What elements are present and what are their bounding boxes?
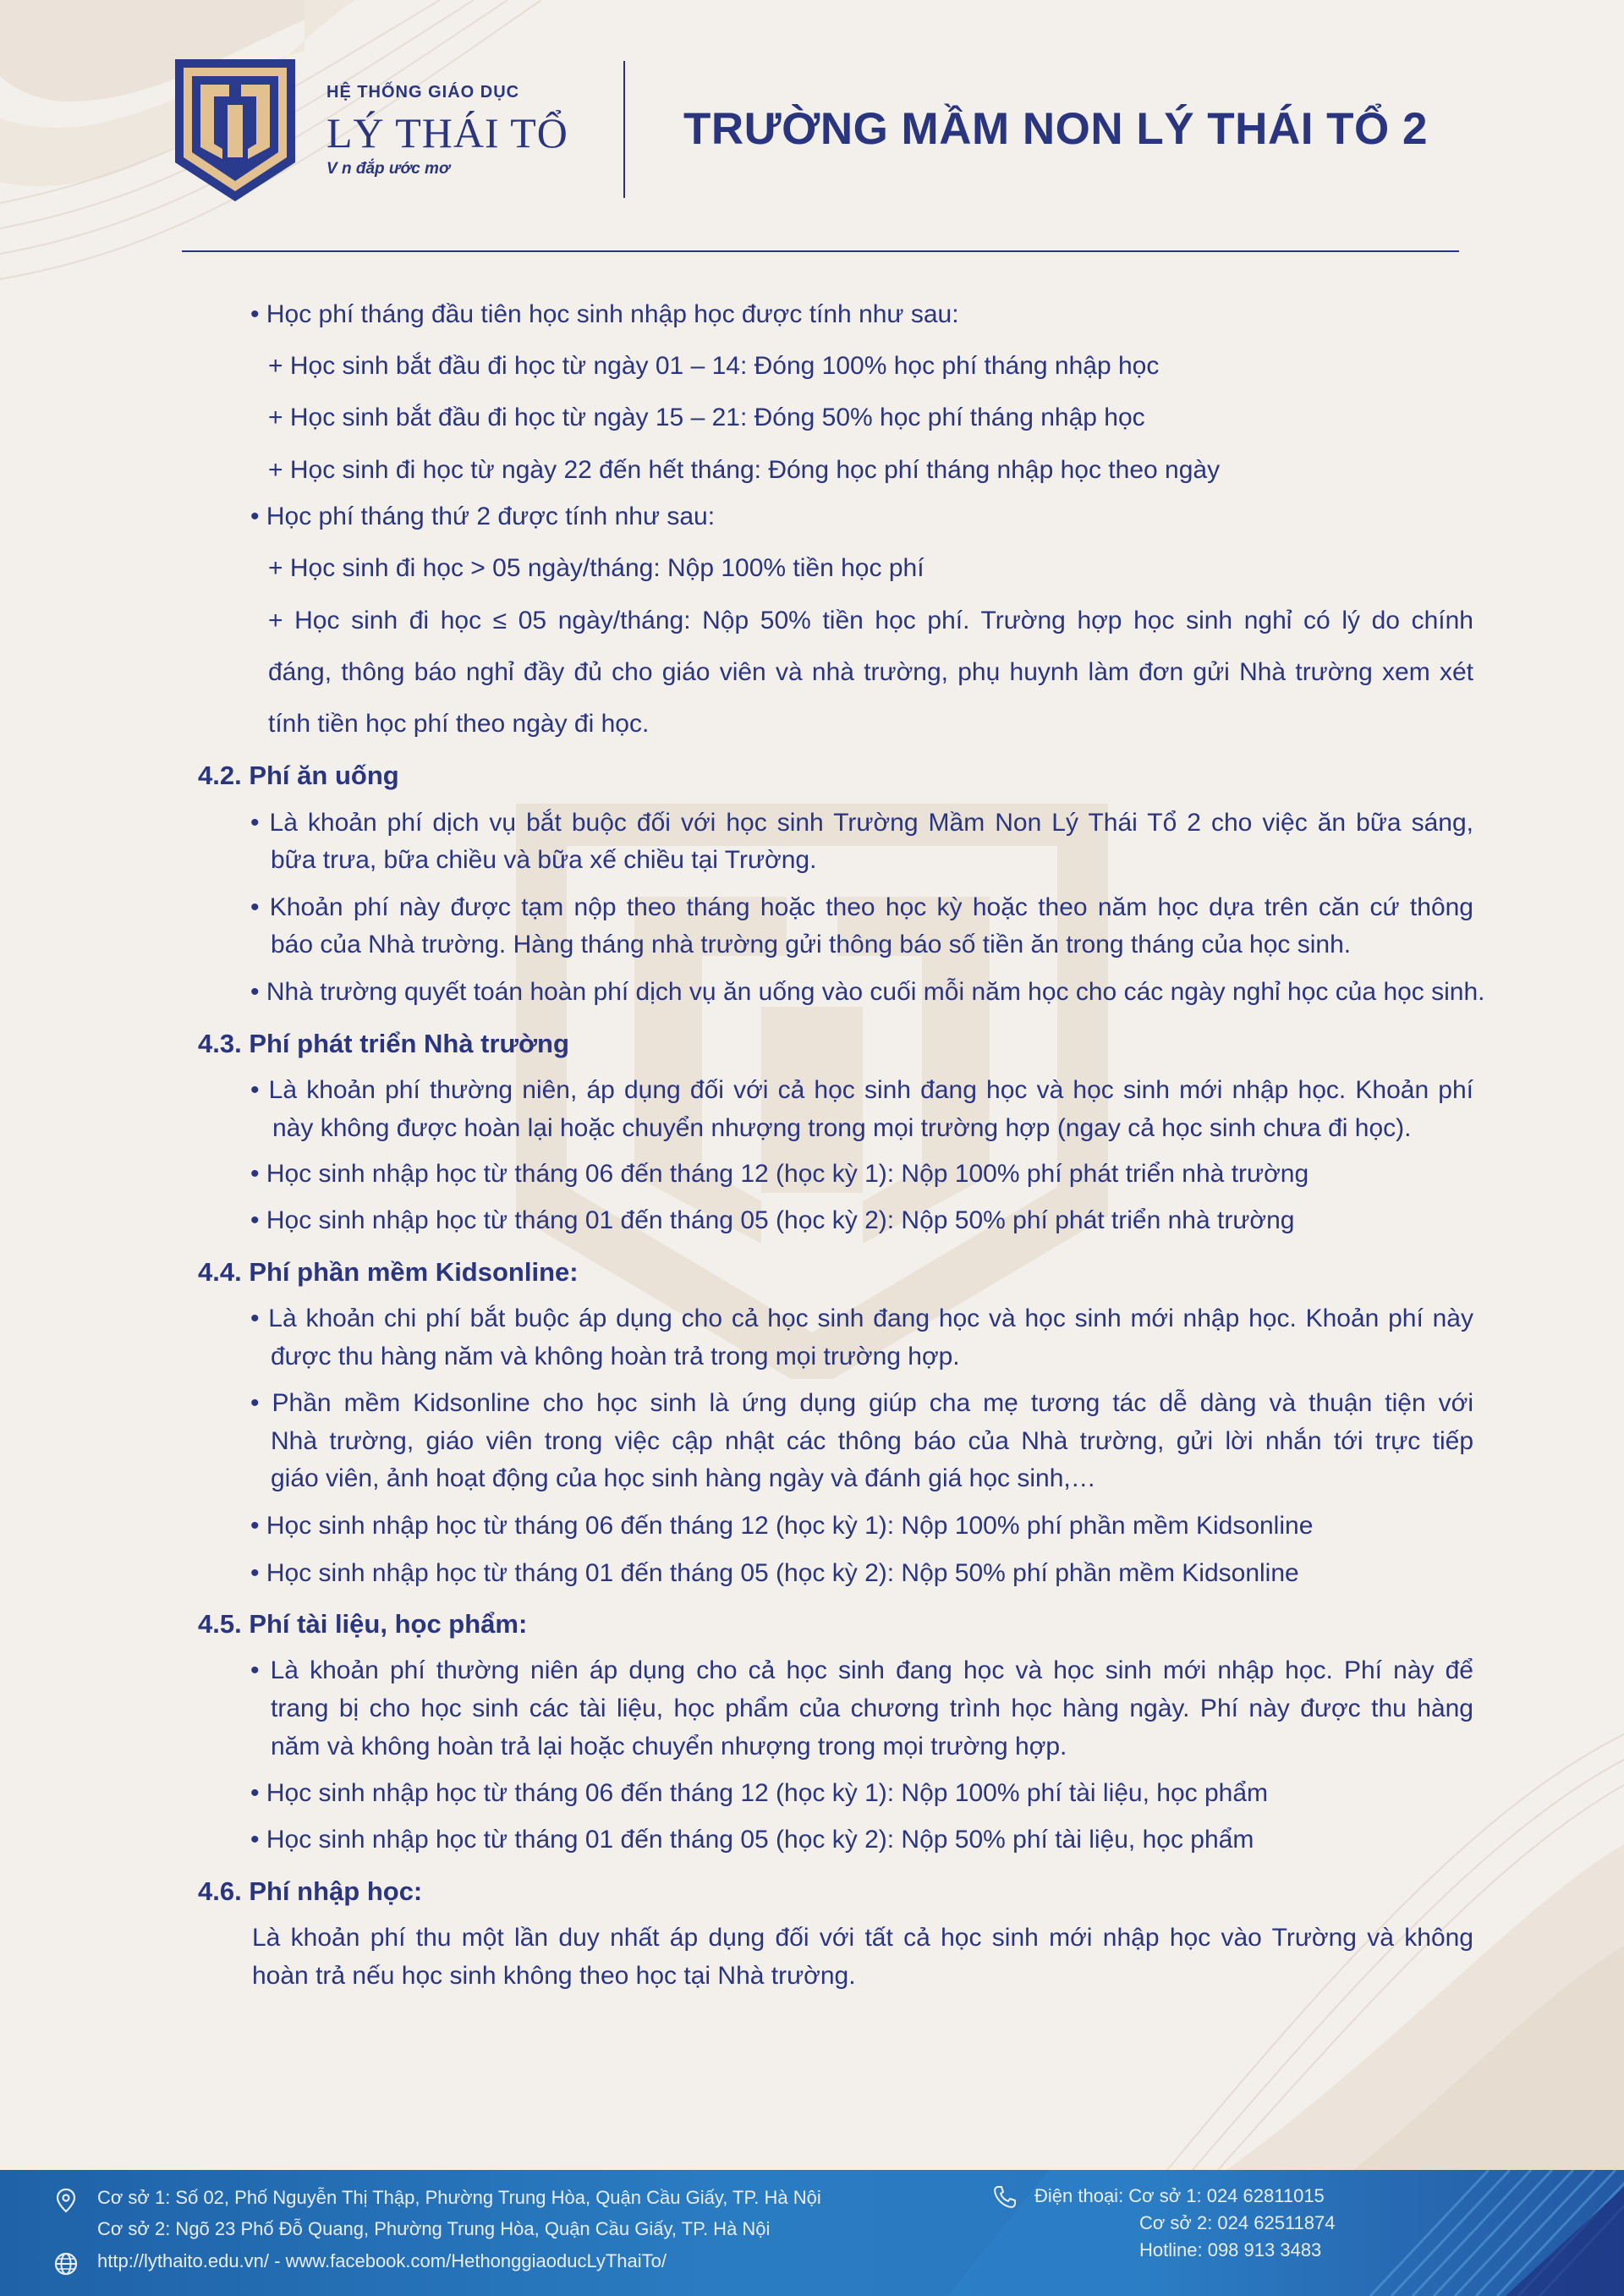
s42-bullet-3 <box>250 977 1485 1008</box>
header-divider <box>623 61 625 198</box>
footer-address-1: Cơ sở 1: Số 02, Phố Nguyễn Thị Thập, Phường Trung Hòa, Quận Cầu Giấy, TP. Hà Nội <box>97 2187 821 2208</box>
s43-bullet-2: • Học sinh nhập học từ tháng 06 đến tháng 12 (học kỳ 1): Nộp 100% phí phát triển nhà trường <box>250 1160 1309 1188</box>
page-header <box>0 0 1624 254</box>
intro-bullet-1-sub-3: + Học sinh đi học từ ngày 22 đến hết tháng: Đóng học phí tháng nhập học theo ngày <box>268 456 1221 484</box>
s42-bullet-1-line-2: bữa trưa, bữa chiều và bữa xế chiều tại Trường. <box>271 846 817 874</box>
section-4-3-heading: 4.3. Phí phát triển Nhà trường <box>198 1029 569 1058</box>
s45-bullet-1-line-2 <box>271 1694 1473 1724</box>
brand-system-label: HỆ THỐNG GIÁO DỤC <box>326 83 520 102</box>
s44-bullet-2-line-1-text: • Phần mềm Kidsonline cho học sinh là ứng dụng giúp cha mẹ tương tác dễ dàng và thuận tiện với <box>250 1389 1473 1417</box>
s42-bullet-1-line-1-text: • Là khoản phí dịch vụ bắt buộc đối với học sinh Trường Mầm Non Lý Thái Tổ 2 cho việc ăn bữa sáng, <box>250 809 1473 837</box>
school-name: TRƯỜNG MẦM NON LÝ THÁI TỔ 2 <box>683 104 1428 154</box>
s45-bullet-1-line-3: năm và không hoàn trả lại hoặc chuyển nhượng trong mọi trường hợp. <box>271 1733 1067 1760</box>
header-rule <box>182 250 1459 252</box>
s46-paragraph-line-2: hoàn trả nếu học sinh không theo học tại Nhà trường. <box>252 1962 856 1990</box>
s46-paragraph-line-1 <box>252 1923 1473 1953</box>
school-shield-logo-icon <box>172 56 299 205</box>
intro-bullet-1-sub-1: + Học sinh bắt đầu đi học từ ngày 01 – 14: Đóng 100% học phí tháng nhập học <box>268 352 1160 380</box>
intro-bullet-2-sub-2-line-1-text: + Học sinh đi học ≤ 05 ngày/tháng: Nộp 50% tiền học phí. Trường hợp học sinh nghỉ có lý do chính <box>268 607 1473 634</box>
s43-bullet-3: • Học sinh nhập học từ tháng 01 đến tháng 05 (học kỳ 2): Nộp 50% phí phát triển nhà trường <box>250 1206 1295 1234</box>
s45-bullet-1-line-2-text: trang bị cho học sinh các tài liệu, học phẩm của chương trình học hàng ngày. Phí này được thu hàng <box>271 1695 1473 1722</box>
intro-bullet-1: • Học phí tháng đầu tiên học sinh nhập học được tính như sau: <box>250 300 959 328</box>
section-4-2-heading: 4.2. Phí ăn uống <box>198 761 399 790</box>
s43-bullet-1-line-1 <box>250 1075 1473 1106</box>
intro-bullet-2: • Học phí tháng thứ 2 được tính như sau: <box>250 503 716 530</box>
s45-bullet-1-line-1 <box>250 1656 1473 1686</box>
s42-bullet-2-line-1 <box>250 893 1473 923</box>
s44-bullet-2-line-2 <box>271 1426 1473 1457</box>
s44-bullet-2-line-3: giáo viên, ảnh hoạt động của học sinh hàng ngày và đánh giá học sinh,… <box>271 1464 1096 1492</box>
location-pin-icon <box>52 2187 80 2214</box>
footer-phone-2: Cơ sở 2: 024 62511874 <box>1139 2212 1336 2233</box>
s45-bullet-3: • Học sinh nhập học từ tháng 01 đến tháng 05 (học kỳ 2): Nộp 50% phí tài liệu, học phẩm <box>250 1826 1254 1854</box>
footer-hotline: Hotline: 098 913 3483 <box>1139 2239 1322 2260</box>
intro-bullet-2-sub-1: + Học sinh đi học > 05 ngày/tháng: Nộp 100% tiền học phí <box>268 554 924 582</box>
s42-bullet-2-line-1-text: • Khoản phí này được tạm nộp theo tháng hoặc theo học kỳ hoặc theo năm học dựa trên căn cứ thông <box>250 893 1473 921</box>
s44-bullet-1-line-1-text: • Là khoản chi phí bắt buộc áp dụng cho cả học sinh đang học và học sinh mới nhập học. Khoản phí này <box>250 1305 1473 1332</box>
s45-bullet-2: • Học sinh nhập học từ tháng 06 đến tháng 12 (học kỳ 1): Nộp 100% phí tài liệu, học phẩm <box>250 1779 1269 1807</box>
s42-bullet-1-line-1 <box>250 808 1473 838</box>
intro-bullet-2-sub-2-line-2-text: đáng, thông báo nghỉ đầy đủ cho giáo viên và nhà trường, phụ huynh làm đơn gửi Nhà trường xem xét <box>268 658 1473 686</box>
intro-bullet-1-sub-2: + Học sinh bắt đầu đi học từ ngày 15 – 21: Đóng 50% học phí tháng nhập học <box>268 404 1145 431</box>
s44-bullet-2-line-2-text: Nhà trường, giáo viên trong việc cập nhật các thông báo của Nhà trường, gửi lời nhắn tới trực tiếp <box>271 1427 1473 1455</box>
s44-bullet-2-line-1 <box>250 1388 1473 1419</box>
s42-bullet-3-text: • Nhà trường quyết toán hoàn phí dịch vụ ăn uống vào cuối mỗi năm học cho các ngày nghỉ học của học sinh. <box>250 978 1485 1006</box>
section-4-5-heading: 4.5. Phí tài liệu, học phẩm: <box>198 1609 528 1639</box>
s45-bullet-1-line-1-text: • Là khoản phí thường niên áp dụng cho cả học sinh đang học và học sinh mới nhập học. Phí này để <box>250 1656 1473 1684</box>
s46-paragraph-line-1-text: Là khoản phí thu một lần duy nhất áp dụng đối với tất cả học sinh mới nhập học vào Trường và không <box>252 1924 1473 1952</box>
globe-icon <box>52 2250 80 2277</box>
s42-bullet-2-line-2: báo của Nhà trường. Hàng tháng nhà trường gửi thông báo số tiền ăn trong tháng của học sinh. <box>271 931 1352 958</box>
brand-name: LÝ THÁI TỔ <box>326 109 568 157</box>
section-4-4-heading: 4.4. Phí phần mềm Kidsonline: <box>198 1257 579 1287</box>
footer-phone-1: Điện thoại: Cơ sở 1: 024 62811015 <box>1034 2185 1325 2206</box>
intro-bullet-2-sub-2-line-2 <box>268 657 1473 688</box>
brand-slogan: V n đắp ước mơ <box>326 160 450 178</box>
s44-bullet-1-line-2: được thu hàng năm và không hoàn trả trong mọi trường hợp. <box>271 1343 960 1370</box>
phone-icon <box>991 2183 1018 2211</box>
footer-address-2: Cơ sở 2: Ngõ 23 Phố Đỗ Quang, Phường Trung Hòa, Quận Cầu Giấy, TP. Hà Nội <box>97 2218 771 2239</box>
s44-bullet-3: • Học sinh nhập học từ tháng 06 đến tháng 12 (học kỳ 1): Nộp 100% phí phần mềm Kidsonline <box>250 1512 1314 1540</box>
s43-bullet-1-line-1-text: • Là khoản phí thường niên, áp dụng đối với cả học sinh đang học và học sinh mới nhập học. Khoản phí <box>250 1076 1473 1104</box>
page-footer <box>0 2170 1624 2296</box>
s44-bullet-4: • Học sinh nhập học từ tháng 01 đến tháng 05 (học kỳ 2): Nộp 50% phí phần mềm Kidsonline <box>250 1559 1299 1587</box>
s43-bullet-1-line-2: này không được hoàn lại hoặc chuyển nhượng trong mọi trường hợp (ngay cả học sinh chưa đi học). <box>272 1114 1412 1142</box>
intro-bullet-2-sub-2-line-3: tính tiền học phí theo ngày đi học. <box>268 710 650 738</box>
intro-bullet-2-sub-2-line-1 <box>268 606 1473 636</box>
s44-bullet-1-line-1 <box>250 1304 1473 1334</box>
brand-block <box>326 83 568 179</box>
footer-web-links[interactable]: http://lythaito.edu.vn/ - www.facebook.com/HethonggiaoducLyThaiTo/ <box>97 2250 667 2271</box>
section-4-6-heading: 4.6. Phí nhập học: <box>198 1876 423 1906</box>
